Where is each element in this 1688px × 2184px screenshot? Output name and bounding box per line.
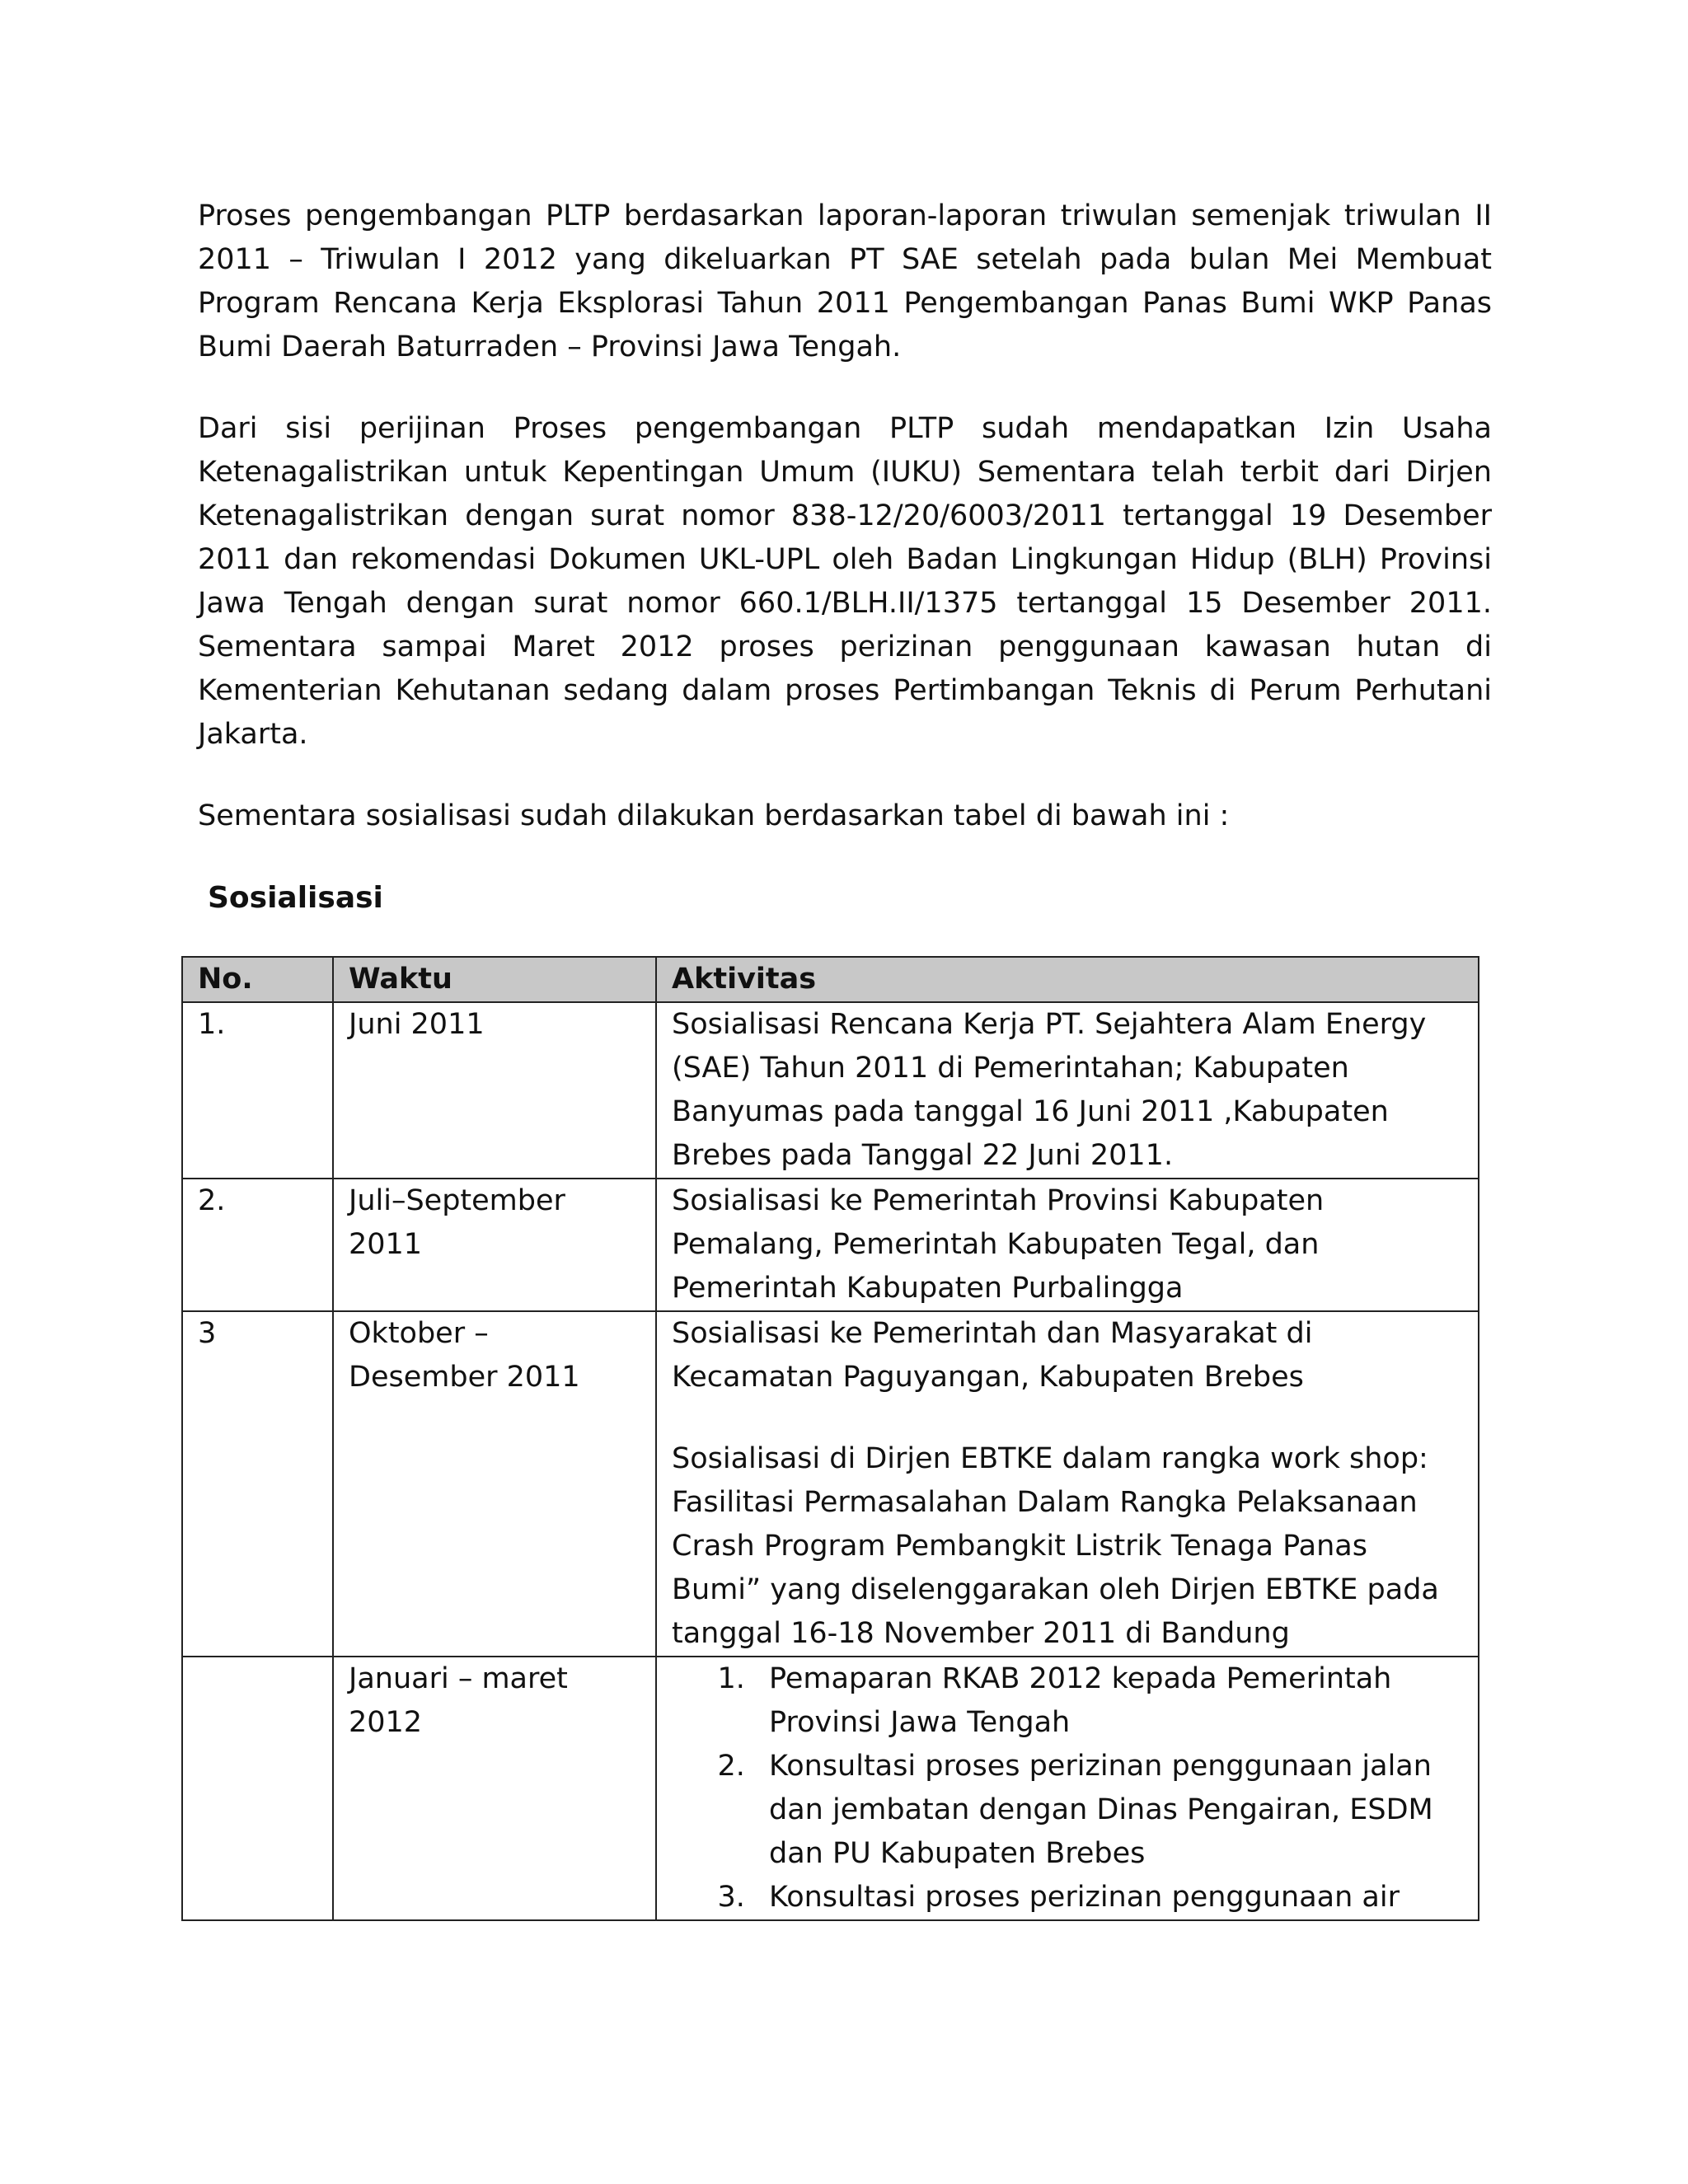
- header-no: No.: [182, 957, 333, 1002]
- table-row: [182, 1002, 1479, 1179]
- header-waktu: Waktu: [333, 957, 656, 1002]
- cell-aktivitas: Sosialisasi Rencana Kerja PT. Sejahtera Alam Energy (SAE) Tahun 2011 di Pemerintahan; Kabupaten Banyumas pada tanggal 16 Juni 2011 ,Kabupaten Brebes pada Tanggal 22 Juni 2011.: [656, 1002, 1479, 1179]
- section-title: Sosialisasi: [208, 881, 383, 915]
- cell-aktivitas: [656, 1657, 1479, 1920]
- cell-no: 2.: [182, 1179, 333, 1311]
- sosialisasi-table: [181, 956, 1479, 1921]
- table-row: [182, 1657, 1479, 1920]
- header-aktivitas: Aktivitas: [656, 957, 1479, 1002]
- cell-aktivitas: Sosialisasi ke Pemerintah Provinsi Kabupaten Pemalang, Pemerintah Kabupaten Tegal, dan Pemerintah Kabupaten Purbalingga: [656, 1179, 1479, 1311]
- paragraph-permits: Dari sisi perijinan Proses pengembangan PLTP sudah mendapatkan Izin Usaha Ketenagalistrikan untuk Kepentingan Umum (IUKU) Sementara telah terbit dari Dirjen Ketenagalistrikan dengan surat nomor 838-12/20/6003/2011 tertanggal 19 Desember 2011 dan rekomendasi Dokumen UKL-UPL oleh Badan Lingkungan Hidup (BLH) Provinsi Jawa Tengah dengan surat nomor 660.1/BLH.II/1375 tertanggal 15 Desember 2011. Sementara sampai Maret 2012 proses perizinan penggunaan kawasan hutan di Kementerian Kehutanan sedang dalam proses Pertimbangan Teknis di Perum Perhutani Jakarta.: [198, 412, 1492, 751]
- cell-aktivitas: [656, 1311, 1479, 1657]
- cell-waktu: Januari – maret 2012: [333, 1657, 656, 1920]
- aktivitas-text: Sosialisasi ke Pemerintah dan Masyarakat di Kecamatan Paguyangan, Kabupaten Brebes: [672, 1317, 1313, 1394]
- list-item: 2. Konsultasi proses perizinan penggunaan jalan dan jembatan dengan Dinas Pengairan, ESDM dan PU Kabupaten Brebes: [754, 1745, 1463, 1876]
- paragraph-pltp-progress: Proses pengembangan PLTP berdasarkan laporan-laporan triwulan semenjak triwulan II 2011 – Triwulan I 2012 yang dikeluarkan PT SAE setelah pada bulan Mei Membuat Program Rencana Kerja Eksplorasi Tahun 2011 Pengembangan Panas Bumi WKP Panas Bumi Daerah Baturraden – Provinsi Jawa Tengah.: [198, 199, 1492, 363]
- table-row: [182, 1179, 1479, 1311]
- cell-waktu: Juni 2011: [333, 1002, 656, 1179]
- aktivitas-text: Sosialisasi di Dirjen EBTKE dalam rangka work shop: Fasilitasi Permasalahan Dalam Rangka Pelaksanaan Crash Program Pembangkit Listrik Tenaga Panas Bumi” yang diselenggarakan oleh Dirjen EBTKE pada tanggal 16-18 November 2011 di Bandung: [672, 1442, 1439, 1650]
- list-item: 1. Pemaparan RKAB 2012 kepada Pemerintah Provinsi Jawa Tengah: [754, 1657, 1463, 1745]
- cell-waktu: Oktober – Desember 2011: [333, 1311, 656, 1657]
- paragraph-table-intro: Sementara sosialisasi sudah dilakukan berdasarkan tabel di bawah ini :: [198, 799, 1230, 832]
- list-item: 3. Konsultasi proses perizinan penggunaan air: [754, 1876, 1463, 1919]
- cell-waktu: Juli–September 2011: [333, 1179, 656, 1311]
- cell-no: 3: [182, 1311, 333, 1657]
- activity-list: [672, 1657, 1463, 1919]
- table-header-row: [182, 957, 1479, 1002]
- cell-no: [182, 1657, 333, 1920]
- spacer: [672, 1399, 1463, 1437]
- table-row: [182, 1311, 1479, 1657]
- cell-no: 1.: [182, 1002, 333, 1179]
- document-page: [198, 194, 1492, 1921]
